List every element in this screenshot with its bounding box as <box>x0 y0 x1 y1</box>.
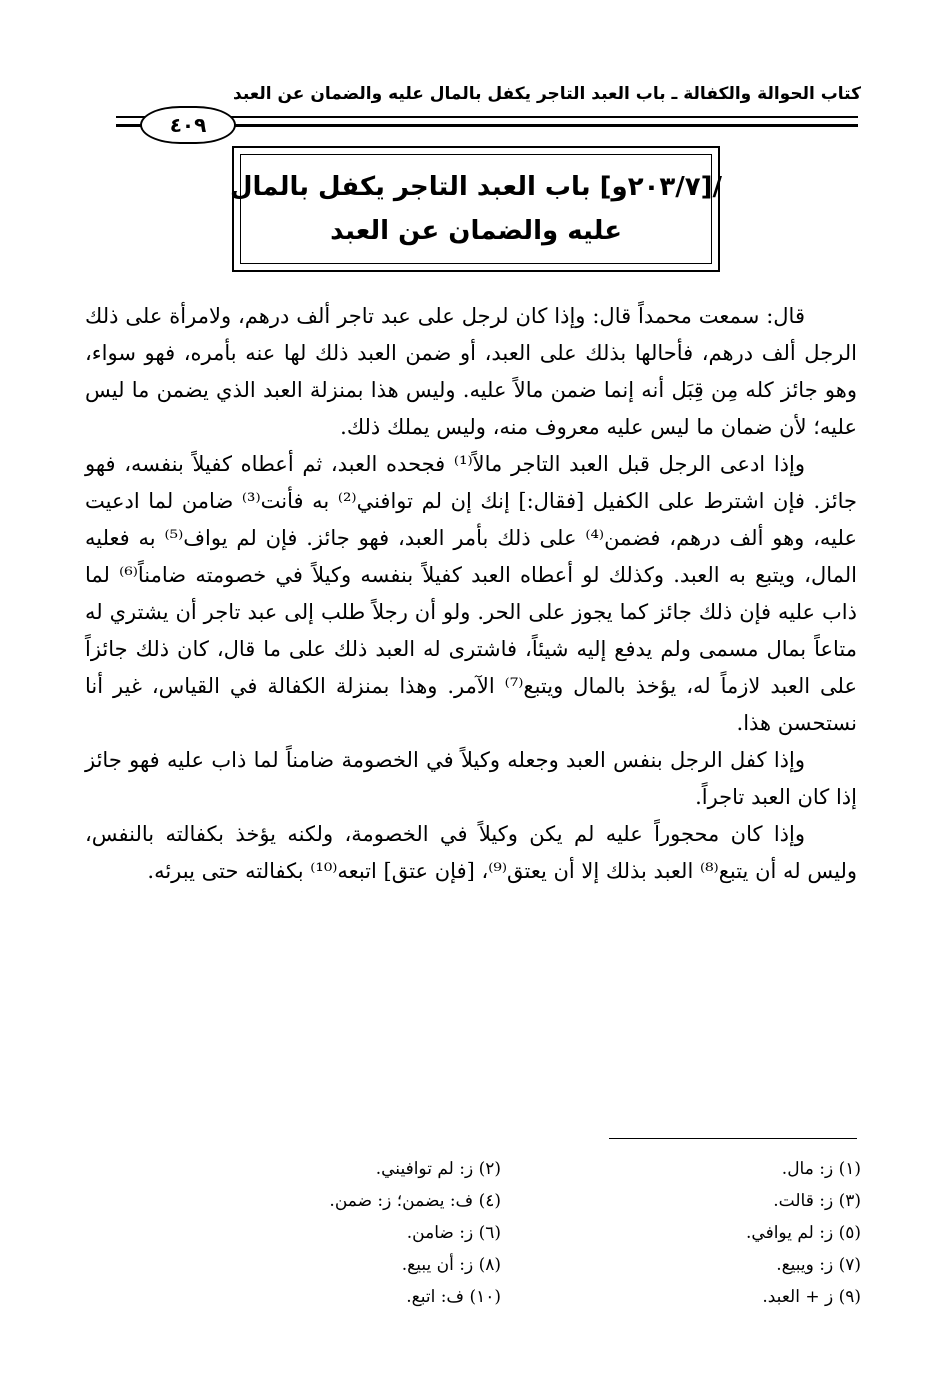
footnote-5: (٥) ز: لم يوافي. <box>746 1223 861 1243</box>
page-number: ٤٠٩ <box>169 113 207 137</box>
footnote-1: (١) ز: مال. <box>781 1159 861 1179</box>
footnote-2: (٢) ز: لم توافيني. <box>375 1159 501 1179</box>
paragraph-2: وإذا ادعى الرجل قبل العبد التاجر مالاً⁽¹⁾ فجحده العبد، ثم أعطاه كفيلاً بنفسه، فهو جائز. فإن اشترط على الكفيل [فقال:] إنك إن لم توافني⁽²⁾ به فأنت⁽³⁾ ضامن لما ادعيت عليه، وهو ألف درهم، فضمن⁽⁴⁾ على ذلك بأمر العبد، فهو جائز. فإن لم يواف⁽⁵⁾ به فعليه المال، ويتبع به العبد. وكذلك لو أعطاه العبد كفيلاً بنفسه وكيلاً في خصومته ضامناً⁽⁶⁾ لما ذاب عليه فإن ذلك جائز كما يجوز على الحر. ولو أن رجلاً طلب إلى عبد تاجر أن يشتري له متاعاً بمال مسمى ولم يدفع إليه شيئاً، فاشترى له العبد ذلك على ما قال، كان ذلك جائزاً على العبد لازماً له، يؤخذ بالمال ويتبع⁽⁷⁾ الآمر. وهذا بمنزلة الكفالة في القياس، غير أنا نستحسن هذا. <box>85 452 858 735</box>
footnote-3: (٣) ز: قالت. <box>773 1191 861 1211</box>
footnote-separator <box>609 1138 857 1139</box>
chapter-title-line-2: عليه والضمان عن العبد <box>330 216 622 246</box>
running-head: كتاب الحوالة والكفالة ـ باب العبد التاجر يكفل بالمال عليه والضمان عن العبد <box>233 84 861 104</box>
paragraph-3: وإذا كفل الرجل بنفس العبد وجعله وكيلاً في الخصومة ضامناً لما ذاب عليه فهو جائز إذا كان العبد تاجراً. <box>85 748 857 809</box>
paragraph-4: وإذا كان محجوراً عليه لم يكن وكيلاً في الخصومة، ولكنه يؤخذ بكفالته بالنفس، وليس له أن يتبع⁽⁸⁾ العبد بذلك إلا أن يعتق⁽⁹⁾، [فإن عتق] اتبعه⁽¹⁰⁾ بكفالته حتى يبرئه. <box>85 822 857 883</box>
footnote-8: (٨) ز: أن يبيع. <box>401 1255 501 1275</box>
paragraph-1: قال: سمعت محمداً قال: وإذا كان لرجل على عبد تاجر ألف درهم، ولامرأة على ذلك الرجل ألف درهم، فأحالها بذلك على العبد، أو ضمن العبد ذلك لها عنه بأمره، فهو سواء، وهو جائز كله مِن قِبَل أنه إنما ضمن مالاً عليه. وليس هذا بمنزلة العبد الذي يضمن ما ليس عليه؛ لأن ضمان ما ليس عليه معروف منه، وليس يملك ذلك. <box>85 304 857 439</box>
footnote-9: (٩) ز + العبد. <box>762 1287 861 1307</box>
chapter-title-inner-frame <box>229 154 723 264</box>
footnote-7: (٧) ز: ويبيع. <box>776 1255 861 1275</box>
footnotes <box>141 1153 861 1313</box>
chapter-title-line-1: /[٢٠٣/٧و] باب العبد التاجر يكفل بالمال <box>229 172 723 202</box>
chapter-title-frame <box>229 146 723 272</box>
page-number-badge <box>140 106 236 144</box>
footnote-4: (٤) ف: يضمن؛ ز: ضمن. <box>329 1191 501 1211</box>
footnote-6: (٦) ز: ضامن. <box>406 1223 501 1243</box>
body-text <box>85 298 857 890</box>
footnote-10: (١٠) ف: اتبع. <box>406 1287 501 1307</box>
